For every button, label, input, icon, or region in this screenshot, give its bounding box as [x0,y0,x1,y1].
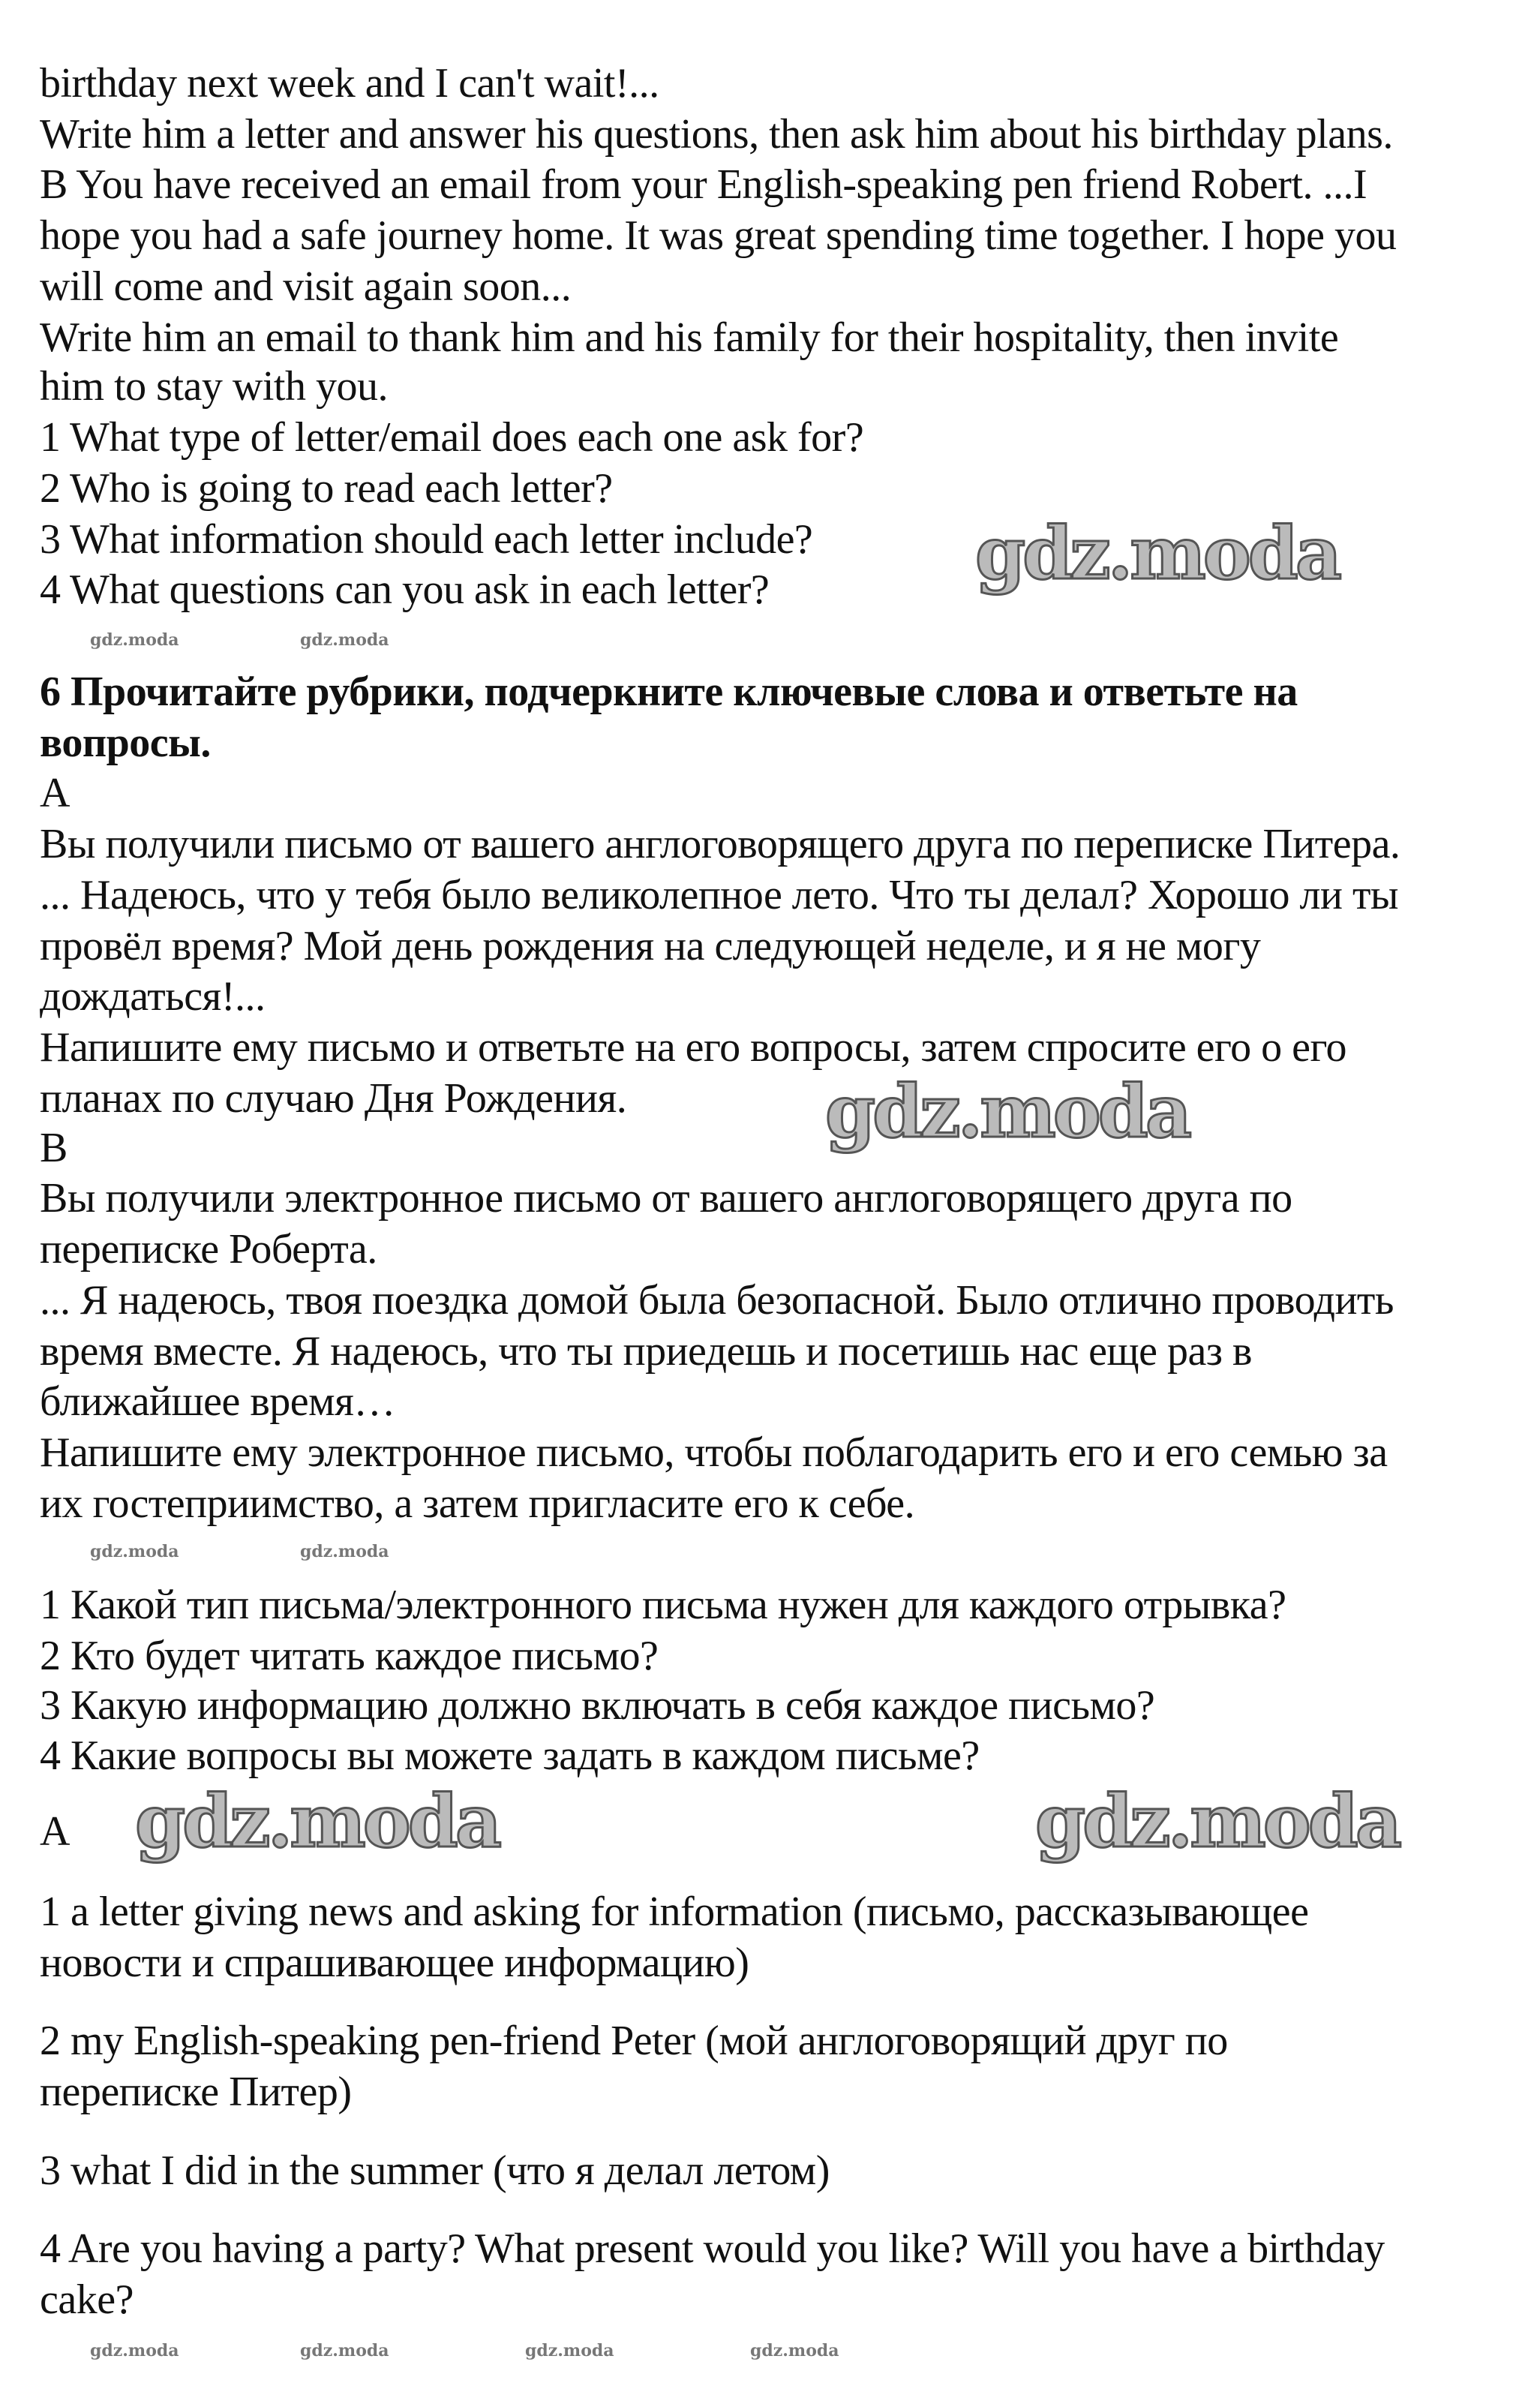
text-line: Вы получили электронное письмо от вашего англоговорящего друга по [40,1175,1292,1222]
text-line: 4 Какие вопросы вы можете задать в каждом письме? [40,1732,980,1779]
text-line: 4 Are you having a party? What present would you like? Will you have a birthday [40,2225,1385,2272]
text-line: hope you had a safe journey home. It was great spending time together. I hope you [40,212,1397,259]
text-line: ближайшее время… [40,1378,395,1425]
text-line: 3 Какую информацию должно включать в себя каждое письмо? [40,1682,1155,1729]
text-line: Write him a letter and answer his questions, then ask him about his birthday plans. [40,111,1393,158]
text-line: 2 my English-speaking pen-friend Peter (мой англоговорящий друг по [40,2018,1228,2064]
text-line: 1 a letter giving news and asking for information (письмо, рассказывающее [40,1889,1309,1935]
watermark-small: gdz.moda [300,2341,389,2360]
text-line: переписке Роберта. [40,1226,377,1273]
text-line: планах по случаю Дня Рождения. [40,1075,627,1122]
watermark-small: gdz.moda [750,2341,839,2360]
watermark-small: gdz.moda [300,630,389,650]
text-line: will come and visit again soon... [40,263,572,310]
text-line: Напишите ему письмо и ответьте на его вопросы, затем спросите его о его [40,1024,1347,1071]
text-line: 1 What type of letter/email does each one ask for? [40,414,864,461]
watermark-small: gdz.moda [90,630,179,650]
text-line: B You have received an email from your English-speaking pen friend Robert. ...I [40,161,1367,208]
watermark-logo: gdz.moda [825,1069,1190,1154]
watermark-small: gdz.moda [525,2341,614,2360]
text-line: B [40,1125,68,1171]
text-line: Вы получили письмо от вашего англоговорящего друга по переписке Питера. [40,821,1400,867]
text-line: him to stay with you. [40,363,388,410]
text-line: Write him an email to thank him and his family for their hospitality, then invite [40,314,1339,361]
text-line: дождаться!... [40,973,266,1020]
text-line: время вместе. Я надеюсь, что ты приедешь и посетишь нас еще раз в [40,1328,1252,1375]
text-line: провёл время? Мой день рождения на следующей неделе, и я не могу [40,923,1261,969]
text-line: A [40,1808,70,1855]
text-line: birthday next week and I can't wait!... [40,60,659,107]
text-line: их гостеприимство, а затем пригласите его к себе. [40,1480,915,1527]
exercise-heading: 6 Прочитайте рубрики, подчеркните ключевые слова и ответьте на [40,669,1298,715]
watermark-small: gdz.moda [90,2341,179,2360]
text-line: 4 What questions can you ask in each letter? [40,566,770,613]
text-line: 2 Who is going to read each letter? [40,465,613,512]
watermark-logo: gdz.moda [1035,1779,1400,1864]
text-line: 3 What information should each letter include? [40,516,813,563]
exercise-heading: вопросы. [40,720,211,766]
text-line: новости и спрашивающее информацию) [40,1940,749,1986]
text-line: 3 what I did in the summer (что я делал летом) [40,2147,830,2194]
text-line: ... Я надеюсь, твоя поездка домой была безопасной. Было отлично проводить [40,1277,1394,1324]
text-line: 1 Какой тип письма/электронного письма нужен для каждого отрывка? [40,1582,1286,1628]
text-line: переписке Питер) [40,2069,352,2115]
watermark-logo: gdz.moda [975,511,1340,596]
text-line: 2 Кто будет читать каждое письмо? [40,1633,659,1679]
text-line: Напишите ему электронное письмо, чтобы поблагодарить его и его семью за [40,1429,1388,1476]
watermark-small: gdz.moda [300,1542,389,1561]
text-line: cake? [40,2276,134,2323]
watermark-logo: gdz.moda [135,1779,500,1864]
text-line: ... Надеюсь, что у тебя было великолепное лето. Что ты делал? Хорошо ли ты [40,872,1399,918]
watermark-small: gdz.moda [90,1542,179,1561]
text-line: A [40,770,70,816]
